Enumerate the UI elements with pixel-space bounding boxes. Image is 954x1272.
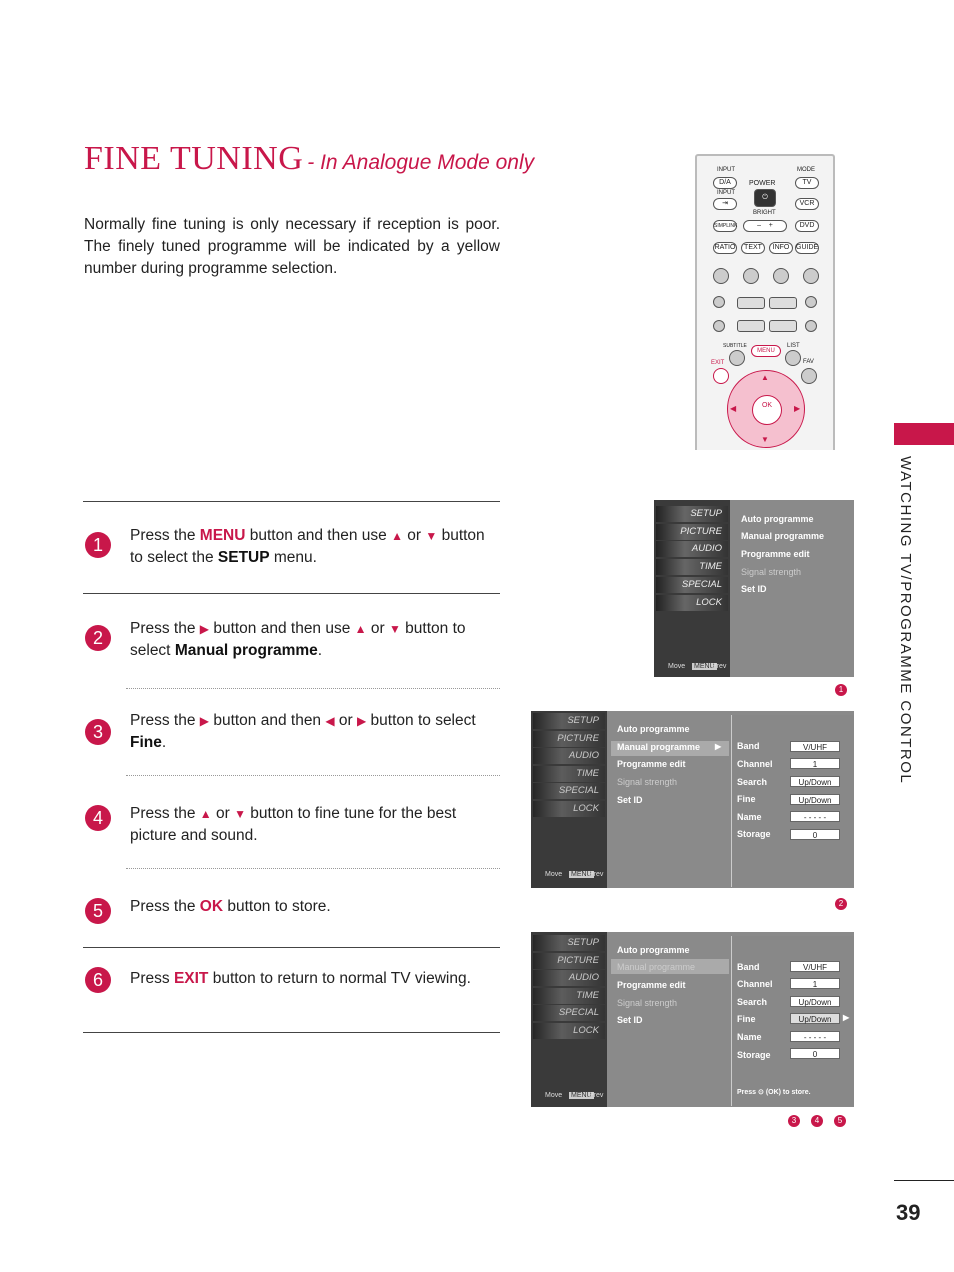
value-storage[interactable]: 0 (790, 1048, 840, 1059)
menu-item-audio[interactable]: AUDIO (533, 970, 605, 986)
label-search: Search (737, 997, 768, 1007)
right-arrow-icon: ▶ (199, 622, 210, 636)
step-1: Press the MENU button and then use ▲ or ▼ button to select the SETUP menu. (130, 527, 485, 566)
remote-label-power: POWER (749, 180, 776, 187)
remote-label-input2: INPUT (717, 190, 735, 196)
rule-1 (83, 593, 500, 594)
step-3: Press the ▶ button and then ◀ or ▶ button to select Fine. (130, 712, 476, 751)
down-arrow-icon: ▼ (425, 529, 438, 543)
vcr-button[interactable]: VCR (795, 198, 819, 210)
menu-row-manual-programme[interactable]: Manual programme (741, 531, 825, 541)
play-button[interactable] (737, 297, 765, 309)
nav-left-icon[interactable]: ◀ (730, 404, 737, 413)
value-band[interactable]: V/UHF (790, 961, 840, 972)
power-button[interactable] (754, 189, 776, 207)
info-button[interactable]: INFO (769, 242, 793, 254)
side-tab (894, 423, 954, 445)
dotted-rule-4 (126, 868, 500, 869)
record-button[interactable] (805, 296, 817, 308)
down-arrow-icon: ▼ (388, 622, 401, 636)
foot-menu: MENU (694, 663, 715, 670)
da-button[interactable]: D/A (713, 177, 737, 189)
menu-item-picture[interactable]: PICTURE (656, 524, 728, 540)
value-fine[interactable]: Up/Down (790, 794, 840, 805)
value-search[interactable]: Up/Down (790, 996, 840, 1007)
step-number-5: 5 (85, 898, 111, 924)
subtitle-button[interactable] (729, 350, 745, 366)
side-label: WATCHING TV/PROGRAMME CONTROL (897, 456, 914, 785)
nav-pad[interactable] (727, 370, 805, 448)
menu-item-lock[interactable]: LOCK (656, 595, 728, 611)
menu-item-special[interactable]: SPECIAL (656, 577, 728, 593)
down-arrow-icon: ▼ (234, 807, 246, 821)
page-rule (894, 1180, 954, 1181)
menu-item-setup[interactable]: SETUP (533, 935, 605, 951)
value-band[interactable]: V/UHF (790, 741, 840, 752)
label-storage: Storage (737, 829, 771, 839)
rewind-button[interactable] (737, 320, 765, 332)
remote-label-list: LIST (787, 343, 800, 349)
label-channel: Channel (737, 759, 773, 769)
menu-row-programme-edit[interactable]: Programme edit (617, 980, 686, 990)
label-name: Name (737, 1032, 762, 1042)
menu-item-lock[interactable]: LOCK (533, 801, 605, 817)
menu-row-signal-strength: Signal strength (617, 777, 678, 787)
store-hint: Press ⊙ (OK) to store. (737, 1089, 811, 1096)
callout-5: 5 (834, 1115, 846, 1127)
menu-item-lock[interactable]: LOCK (533, 1023, 605, 1039)
step-number-4: 4 (85, 805, 111, 831)
rule-top (83, 501, 500, 502)
step-2: Press the ▶ button and then use ▲ or ▼ button to select Manual programme. (130, 620, 466, 659)
value-name[interactable]: - - - - - (790, 811, 840, 822)
tv-button[interactable]: TV (795, 177, 819, 189)
page-number: 39 (896, 1200, 921, 1225)
remote-label-input: INPUT (717, 167, 735, 173)
rule-bottom (83, 1032, 500, 1033)
menu-row-signal-strength: Signal strength (617, 998, 678, 1008)
menu-row-signal-strength: Signal strength (741, 567, 802, 577)
menu-row-auto-programme[interactable]: Auto programme (741, 514, 814, 524)
ok-button[interactable]: OK (752, 395, 782, 425)
menu-item-time[interactable]: TIME (656, 559, 728, 575)
callout-2: 2 (835, 898, 847, 910)
list-button[interactable] (785, 350, 801, 366)
title-sub: - In Analogue Mode only (307, 151, 535, 174)
value-search[interactable]: Up/Down (790, 776, 840, 787)
remote-label-subtitle: SUBTITLE (723, 343, 747, 349)
remote-label-exit: EXIT (711, 360, 725, 366)
menu-left-column (531, 711, 607, 888)
nav-right-icon[interactable]: ▶ (794, 404, 801, 413)
color-button-1[interactable] (713, 268, 729, 284)
manual-settings-panel (731, 936, 854, 1106)
forward-button[interactable] (769, 320, 797, 332)
submenu-arrow-icon: ▶ (715, 742, 722, 751)
title-main: FINE TUNING (84, 140, 304, 177)
step-number-1: 1 (85, 532, 111, 558)
step-number-3: 3 (85, 719, 111, 745)
manual-settings-panel (731, 715, 854, 887)
menu-item-special[interactable]: SPECIAL (533, 1005, 605, 1021)
up-arrow-icon: ▲ (354, 622, 367, 636)
step-number-6: 6 (85, 967, 111, 993)
fav-button[interactable] (801, 368, 817, 384)
step-6: Press EXIT button to return to normal TV viewing. (130, 970, 471, 987)
dotted-rule-3 (126, 775, 500, 776)
nav-up-icon[interactable]: ▲ (761, 373, 769, 382)
prev-button[interactable] (713, 320, 725, 332)
rule-5 (83, 947, 500, 948)
value-name[interactable]: - - - - - (790, 1031, 840, 1042)
menu-row-set-id[interactable]: Set ID (617, 1015, 643, 1025)
guide-button[interactable]: GUIDE (795, 242, 819, 254)
menu-item-time[interactable]: TIME (533, 766, 605, 782)
remote-label-bright: BRIGHT (753, 210, 776, 216)
menu-item-setup[interactable]: SETUP (656, 506, 728, 522)
foot-menu: MENU (571, 1092, 592, 1099)
foot-move: Move (668, 663, 686, 670)
menu-row-auto-programme[interactable]: Auto programme (617, 945, 690, 955)
menu-button[interactable]: MENU (751, 345, 781, 357)
menu-item-picture[interactable]: PICTURE (533, 731, 605, 747)
next-button[interactable] (805, 320, 817, 332)
menu-row-manual-programme[interactable]: Manual programme (617, 962, 696, 972)
color-button-2[interactable] (743, 268, 759, 284)
callout-3: 3 (788, 1115, 800, 1127)
nav-down-icon[interactable]: ▼ (761, 435, 769, 444)
left-arrow-icon: ◀ (325, 714, 335, 728)
foot-menu: MENU (571, 871, 592, 878)
dvd-button[interactable]: DVD (795, 220, 819, 232)
menu-row-manual-programme[interactable]: Manual programme (617, 742, 701, 752)
step-number-2: 2 (85, 625, 111, 651)
power-icon: ⏻ (762, 194, 768, 201)
label-band: Band (737, 962, 760, 972)
label-search: Search (737, 777, 768, 787)
menu-row-programme-edit[interactable]: Programme edit (741, 549, 810, 559)
menu-item-time[interactable]: TIME (533, 988, 605, 1004)
menu-row-auto-programme[interactable]: Auto programme (617, 724, 690, 734)
step-5: Press the OK button to store. (130, 898, 331, 915)
ratio-button[interactable]: RATIO (713, 242, 737, 254)
menu-item-special[interactable]: SPECIAL (533, 783, 605, 799)
menu-item-setup[interactable]: SETUP (533, 713, 605, 729)
callout-1: 1 (835, 684, 847, 696)
color-button-4[interactable] (803, 268, 819, 284)
label-channel: Channel (737, 979, 773, 989)
menu-row-programme-edit[interactable]: Programme edit (617, 759, 686, 769)
intro-text: Normally fine tuning is only necessary if reception is poor. The finely tuned programme will be indicated by a yellow number during programme selection. (84, 216, 500, 277)
foot-prev: Prev (589, 1092, 604, 1099)
simplink-button[interactable]: SIMPLINK (713, 220, 737, 232)
up-arrow-icon: ▲ (199, 807, 212, 821)
menu-row-set-id[interactable]: Set ID (741, 584, 767, 594)
value-storage[interactable]: 0 (790, 829, 840, 840)
menu-item-picture[interactable]: PICTURE (533, 953, 605, 969)
foot-prev: Prev (589, 871, 604, 878)
label-name: Name (737, 812, 762, 822)
manual-menu-screen-2 (531, 932, 854, 1107)
callout-4: 4 (811, 1115, 823, 1127)
menu-item-audio[interactable]: AUDIO (533, 748, 605, 764)
menu-row-set-id[interactable]: Set ID (617, 795, 643, 805)
right-arrow-icon: ▶ (357, 714, 367, 728)
value-fine-active[interactable]: Up/Down (790, 1013, 840, 1024)
value-channel[interactable]: 1 (790, 758, 840, 769)
input-button[interactable] (713, 198, 737, 210)
up-arrow-icon: ▲ (391, 529, 403, 543)
fine-adjust-arrow-icon: ▶ (843, 1013, 850, 1022)
foot-prev: Prev (712, 663, 727, 670)
exit-button[interactable] (713, 368, 729, 384)
value-channel[interactable]: 1 (790, 978, 840, 989)
page-title (84, 140, 534, 178)
label-fine: Fine (737, 794, 756, 804)
menu-left-column (654, 500, 730, 677)
text-button[interactable]: TEXT (741, 242, 765, 254)
input-icon: ⇥ (722, 200, 728, 207)
menu-left-column (531, 932, 607, 1107)
label-storage: Storage (737, 1050, 771, 1060)
remote-control (695, 154, 835, 450)
foot-move: Move (545, 1092, 563, 1099)
label-band: Band (737, 741, 760, 751)
dotted-rule-2 (126, 688, 500, 689)
remote-label-mode: MODE (797, 167, 815, 173)
foot-move: Move (545, 871, 563, 878)
pause-button[interactable] (769, 297, 797, 309)
label-fine: Fine (737, 1014, 756, 1024)
step-4: Press the ▲ or ▼ button to fine tune for the best picture and sound. (130, 805, 457, 844)
menu-item-audio[interactable]: AUDIO (656, 541, 728, 557)
remote-label-fav: FAV (803, 359, 814, 365)
right-arrow-icon: ▶ (199, 714, 210, 728)
color-button-3[interactable] (773, 268, 789, 284)
bright-rocker[interactable]: – + (743, 220, 787, 232)
stop-button[interactable] (713, 296, 725, 308)
manual-menu-screen-1 (531, 711, 854, 888)
setup-menu-screen (654, 500, 854, 677)
